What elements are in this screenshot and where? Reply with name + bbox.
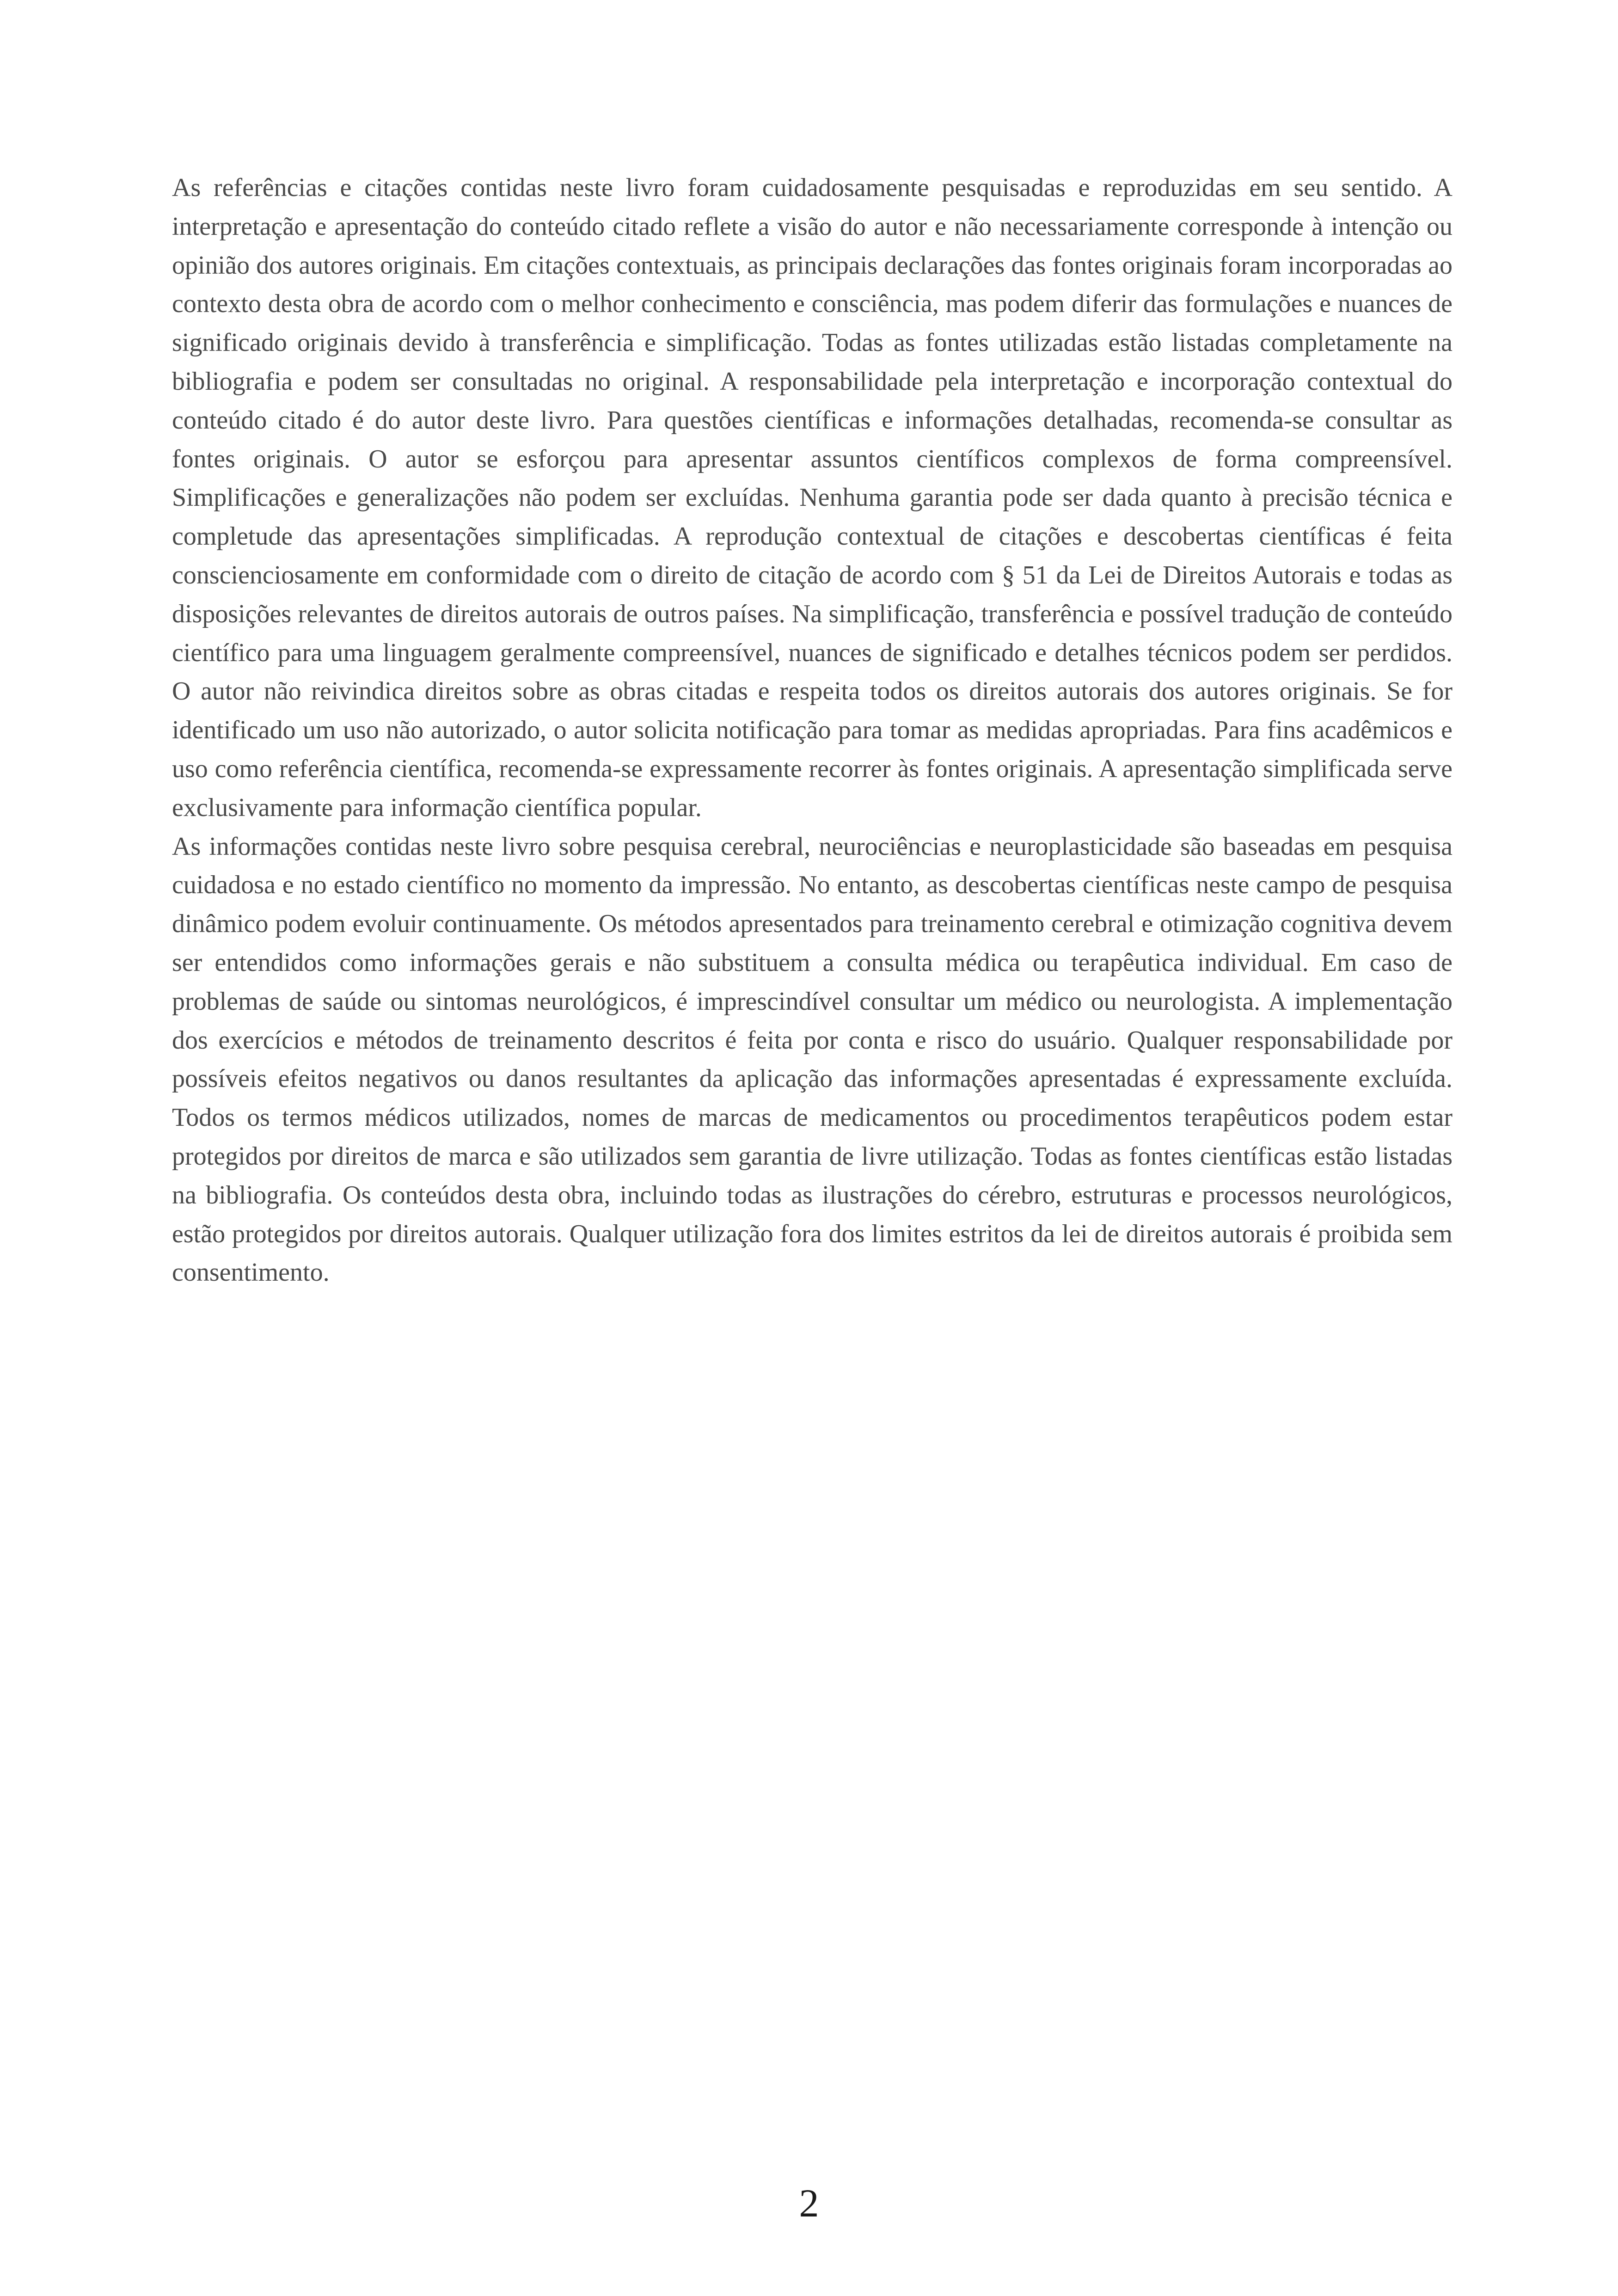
paragraph-medical-disclaimer: As informações contidas neste livro sobre pesquisa cerebral, neurociências e neuroplasticidade são baseadas em pesquisa cuidadosa e no estado científico no momento da impressão. No entanto, as descobertas científicas neste campo de pesquisa dinâmico podem evoluir continuamente. Os métodos apresentados para treinamento cerebral e otimização cognitiva devem ser entendidos como informações gerais e não substituem a consulta médica ou terapêutica individual. Em caso de problemas de saúde ou sintomas neurológicos, é imprescindível consultar um médico ou neurologista. A implementação dos exercícios e métodos de treinamento descritos é feita por conta e risco do usuário. Qualquer responsabilidade por possíveis efeitos negativos ou danos resultantes da aplicação das informações apresentadas é expressamente excluída. Todos os termos médicos utilizados, nomes de marcas de medicamentos ou procedimentos terapêuticos podem estar protegidos por direitos de marca e são utilizados sem garantia de livre utilização. Todas as fontes científicas estão listadas na bibliografia. Os conteúdos desta obra, incluindo todas as ilustrações do cérebro, estruturas e processos neurológicos, estão protegidos por direitos autorais. Qualquer utilização fora dos limites estritos da lei de direitos autorais é proibida sem consentimento. [172,832,1453,1287]
body-text [172,169,1453,1292]
paragraph-citations-disclaimer: As referências e citações contidas neste livro foram cuidadosamente pesquisadas e reproduzidas em seu sentido. A interpretação e apresentação do conteúdo citado reflete a visão do autor e não necessariamente corresponde à intenção ou opinião dos autores originais. Em citações contextuais, as principais declarações das fontes originais foram incorporadas ao contexto desta obra de acordo com o melhor conhecimento e consciência, mas podem diferir das formulações e nuances de significado originais devido à transferência e simplificação. Todas as fontes utilizadas estão listadas completamente na bibliografia e podem ser consultadas no original. A responsabilidade pela interpretação e incorporação contextual do conteúdo citado é do autor deste livro. Para questões científicas e informações detalhadas, recomenda-se consultar as fontes originais. O autor se esforçou para apresentar assuntos científicos complexos de forma compreensível. Simplificações e generalizações não podem ser excluídas. Nenhuma garantia pode ser dada quanto à precisão técnica e completude das apresentações simplificadas. A reprodução contextual de citações e descobertas científicas é feita conscienciosamente em conformidade com o direito de citação de acordo com § 51 da Lei de Direitos Autorais e todas as disposições relevantes de direitos autorais de outros países. Na simplificação, transferência e possível tradução de conteúdo científico para uma linguagem geralmente compreensível, nuances de significado e detalhes técnicos podem ser perdidos. O autor não reivindica direitos sobre as obras citadas e respeita todos os direitos autorais dos autores originais. Se for identificado um uso não autorizado, o autor solicita notificação para tomar as medidas apropriadas. Para fins acadêmicos e uso como referência científica, recomenda-se expressamente recorrer às fontes originais. A apresentação simplificada serve exclusivamente para informação científica popular. [172,173,1453,822]
page-number: 2 [799,2181,819,2225]
